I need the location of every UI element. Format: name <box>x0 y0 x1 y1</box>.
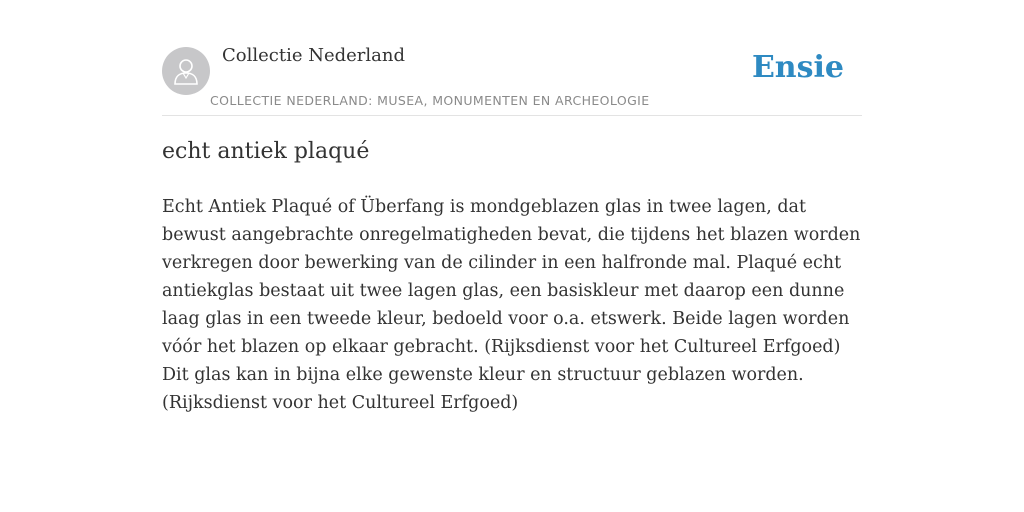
entry-card <box>162 0 862 413</box>
avatar[interactable] <box>162 47 210 95</box>
entry-term: echt antiek plaqué <box>162 139 370 164</box>
author-name[interactable]: Collectie Nederland <box>222 45 406 66</box>
collection-name[interactable]: COLLECTIE NEDERLAND: MUSEA, MONUMENTEN EN ARCHEOLOGIE <box>210 93 650 108</box>
ensie-logo[interactable]: Ensie <box>751 50 844 85</box>
entry-definition: Echt Antiek Plaqué of Überfang is mondgeblazen glas in twee lagen, dat bewust aangebrachte onregelmatigheden bevat, die tijdens het blazen worden verkregen door bewerking van de cilinder in een halfronde mal. Plaqué echt antiekglas bestaat uit twee lagen glas, een basiskleur met daarop een dunne laag glas in een tweede kleur, bedoeld voor o.a. etswerk. Beide lagen worden vóór het blazen op elkaar gebracht. (Rijksdienst voor het Cultureel Erfgoed) Dit glas kan in bijna elke gewenste kleur en structuur geblazen worden. (Rijksdienst voor het Cultureel Erfgoed) <box>162 197 861 413</box>
user-icon <box>172 56 200 86</box>
entry-header <box>162 0 862 116</box>
